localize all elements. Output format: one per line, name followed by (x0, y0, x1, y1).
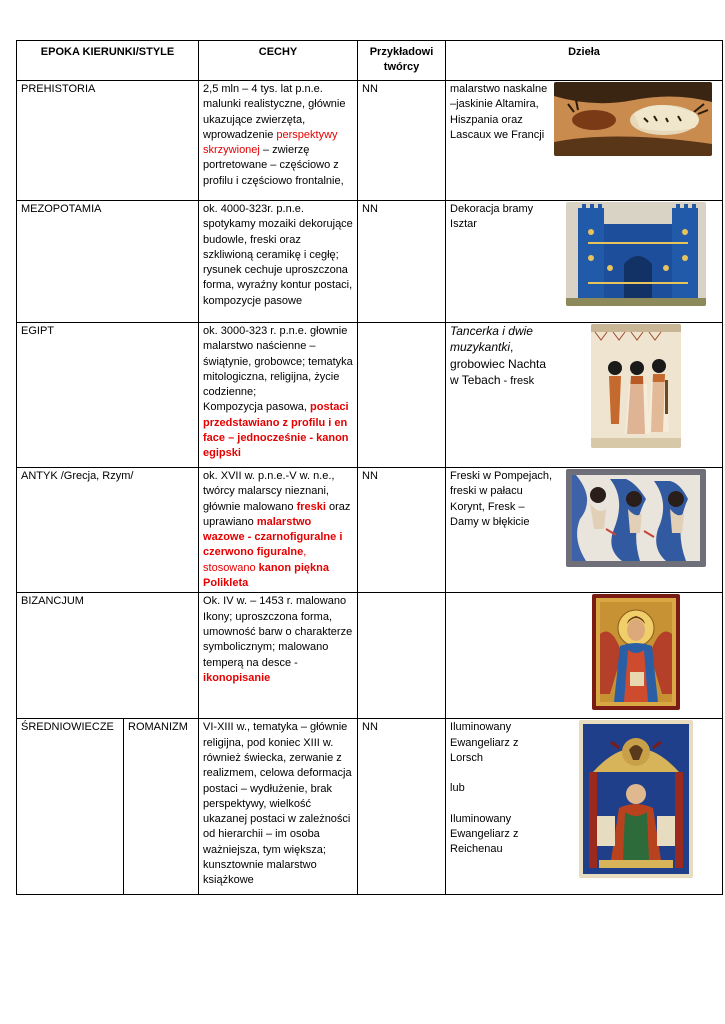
tworcy-cell: NN (358, 468, 446, 593)
tworcy-cell: NN (358, 81, 446, 201)
tworcy-cell (358, 593, 446, 719)
epoka-cell: ŚREDNIOWIECZE (17, 719, 124, 895)
table-row (17, 201, 723, 323)
dziela-cell (446, 468, 723, 593)
art-history-table (16, 40, 723, 895)
dziela-cell (446, 593, 723, 719)
dziela-text (450, 594, 554, 710)
dziela-cell (446, 719, 723, 895)
dziela-text: malarstwo naskalne –jaskinie Altamira, Hiszpania oraz Lascaux we Francji (450, 83, 548, 141)
epoka-cell: ANTYK /Grecja, Rzym/ (17, 468, 199, 593)
dziela-cell (446, 81, 723, 201)
cave-painting-image (554, 82, 712, 156)
illuminated-gospel-image (579, 720, 693, 878)
cechy-cell: ok. 3000-323 r. p.n.e. głownie malarstwo naścienne – świątynie, grobowce; tematyka mitologiczna, religijna, życie codzienne; Kompozycja pasowa, postaci przedstawiano z profilu i en face – jednocześnie - kanon egipski (199, 323, 358, 468)
ladies-in-blue-fresco-image (566, 469, 706, 567)
styl-cell: ROMANIZM (124, 719, 199, 895)
tworcy-cell: NN (358, 719, 446, 895)
egyptian-fresco-image (591, 324, 681, 448)
ishtar-gate-image (566, 202, 706, 306)
byzantine-icon-image (592, 594, 680, 710)
table-row (17, 323, 723, 468)
header-row (17, 41, 723, 81)
dziela-cell (446, 323, 723, 468)
dziela-cell (446, 201, 723, 323)
epoka-cell: BIZANCJUM (17, 593, 199, 719)
dziela-text: Iluminowany Ewangeliarz z Lorsch lub Iluminowany Ewangeliarz z Reichenau (450, 721, 519, 856)
epoka-cell: MEZOPOTAMIA (17, 201, 199, 323)
header-cechy: CECHY (199, 41, 358, 81)
header-epoka: EPOKA KIERUNKI/STYLE (17, 41, 199, 81)
table-row (17, 468, 723, 593)
tworcy-cell (358, 323, 446, 468)
cechy-cell: VI-XIII w., tematyka – głównie religijna, pod koniec XIII w. również świecka, zerwanie z realizmem, celowa deformacja postaci – wydłużenie, brak perspektywy, wielkość ukazanej postaci w zależności od hierarchii – im osoba ważniejsza, tym większa; kunsztownie malarstwo książkowe (199, 719, 358, 895)
tworcy-cell: NN (358, 201, 446, 323)
epoka-cell: EGIPT (17, 323, 199, 468)
header-tworcy: Przykładowi twórcy (358, 41, 446, 81)
dziela-text: Freski w Pompejach, freski w pałacu Korynt, Fresk – Damy w błękicie (450, 470, 553, 528)
cechy-cell: Ok. IV w. – 1453 r. malowano Ikony; uproszczona forma, umowność barw o charakterze symbolicznym; malowano temperą na desce - ikonopisanie (199, 593, 358, 719)
cechy-cell: 2,5 mln – 4 tys. lat p.n.e. malunki realistyczne, głównie ukazujące zwierzęta, wprowadzenie perspektywy skrzywionej – zwierzę portretowane – częściowo z profilu i częściowo frontalnie, (199, 81, 358, 201)
table-row (17, 593, 723, 719)
epoka-cell: PREHISTORIA (17, 81, 199, 201)
dziela-text: Dekoracja bramy Isztar (450, 203, 534, 231)
cechy-cell: ok. XVII w. p.n.e.-V w. n.e., twórcy malarscy nieznani, głównie malowano freski oraz uprawiano malarstwo wazowe - czarnofiguralne i czerwono figuralne, stosowano kanon piękna Polikleta (199, 468, 358, 593)
dziela-text: Tancerka i dwie muzykantki, grobowiec Nachta w Tebach - fresk (450, 324, 547, 387)
table-row (17, 719, 723, 895)
cechy-cell: ok. 4000-323r. p.n.e. spotykamy mozaiki dekorujące budowle, freski oraz szkliwioną ceramikę i cegłę; rysunek cechuje uproszczona forma, wyraźny kontur postaci, kompozycje pasowe (199, 201, 358, 323)
table-row (17, 81, 723, 201)
header-dziela: Dzieła (446, 41, 723, 81)
